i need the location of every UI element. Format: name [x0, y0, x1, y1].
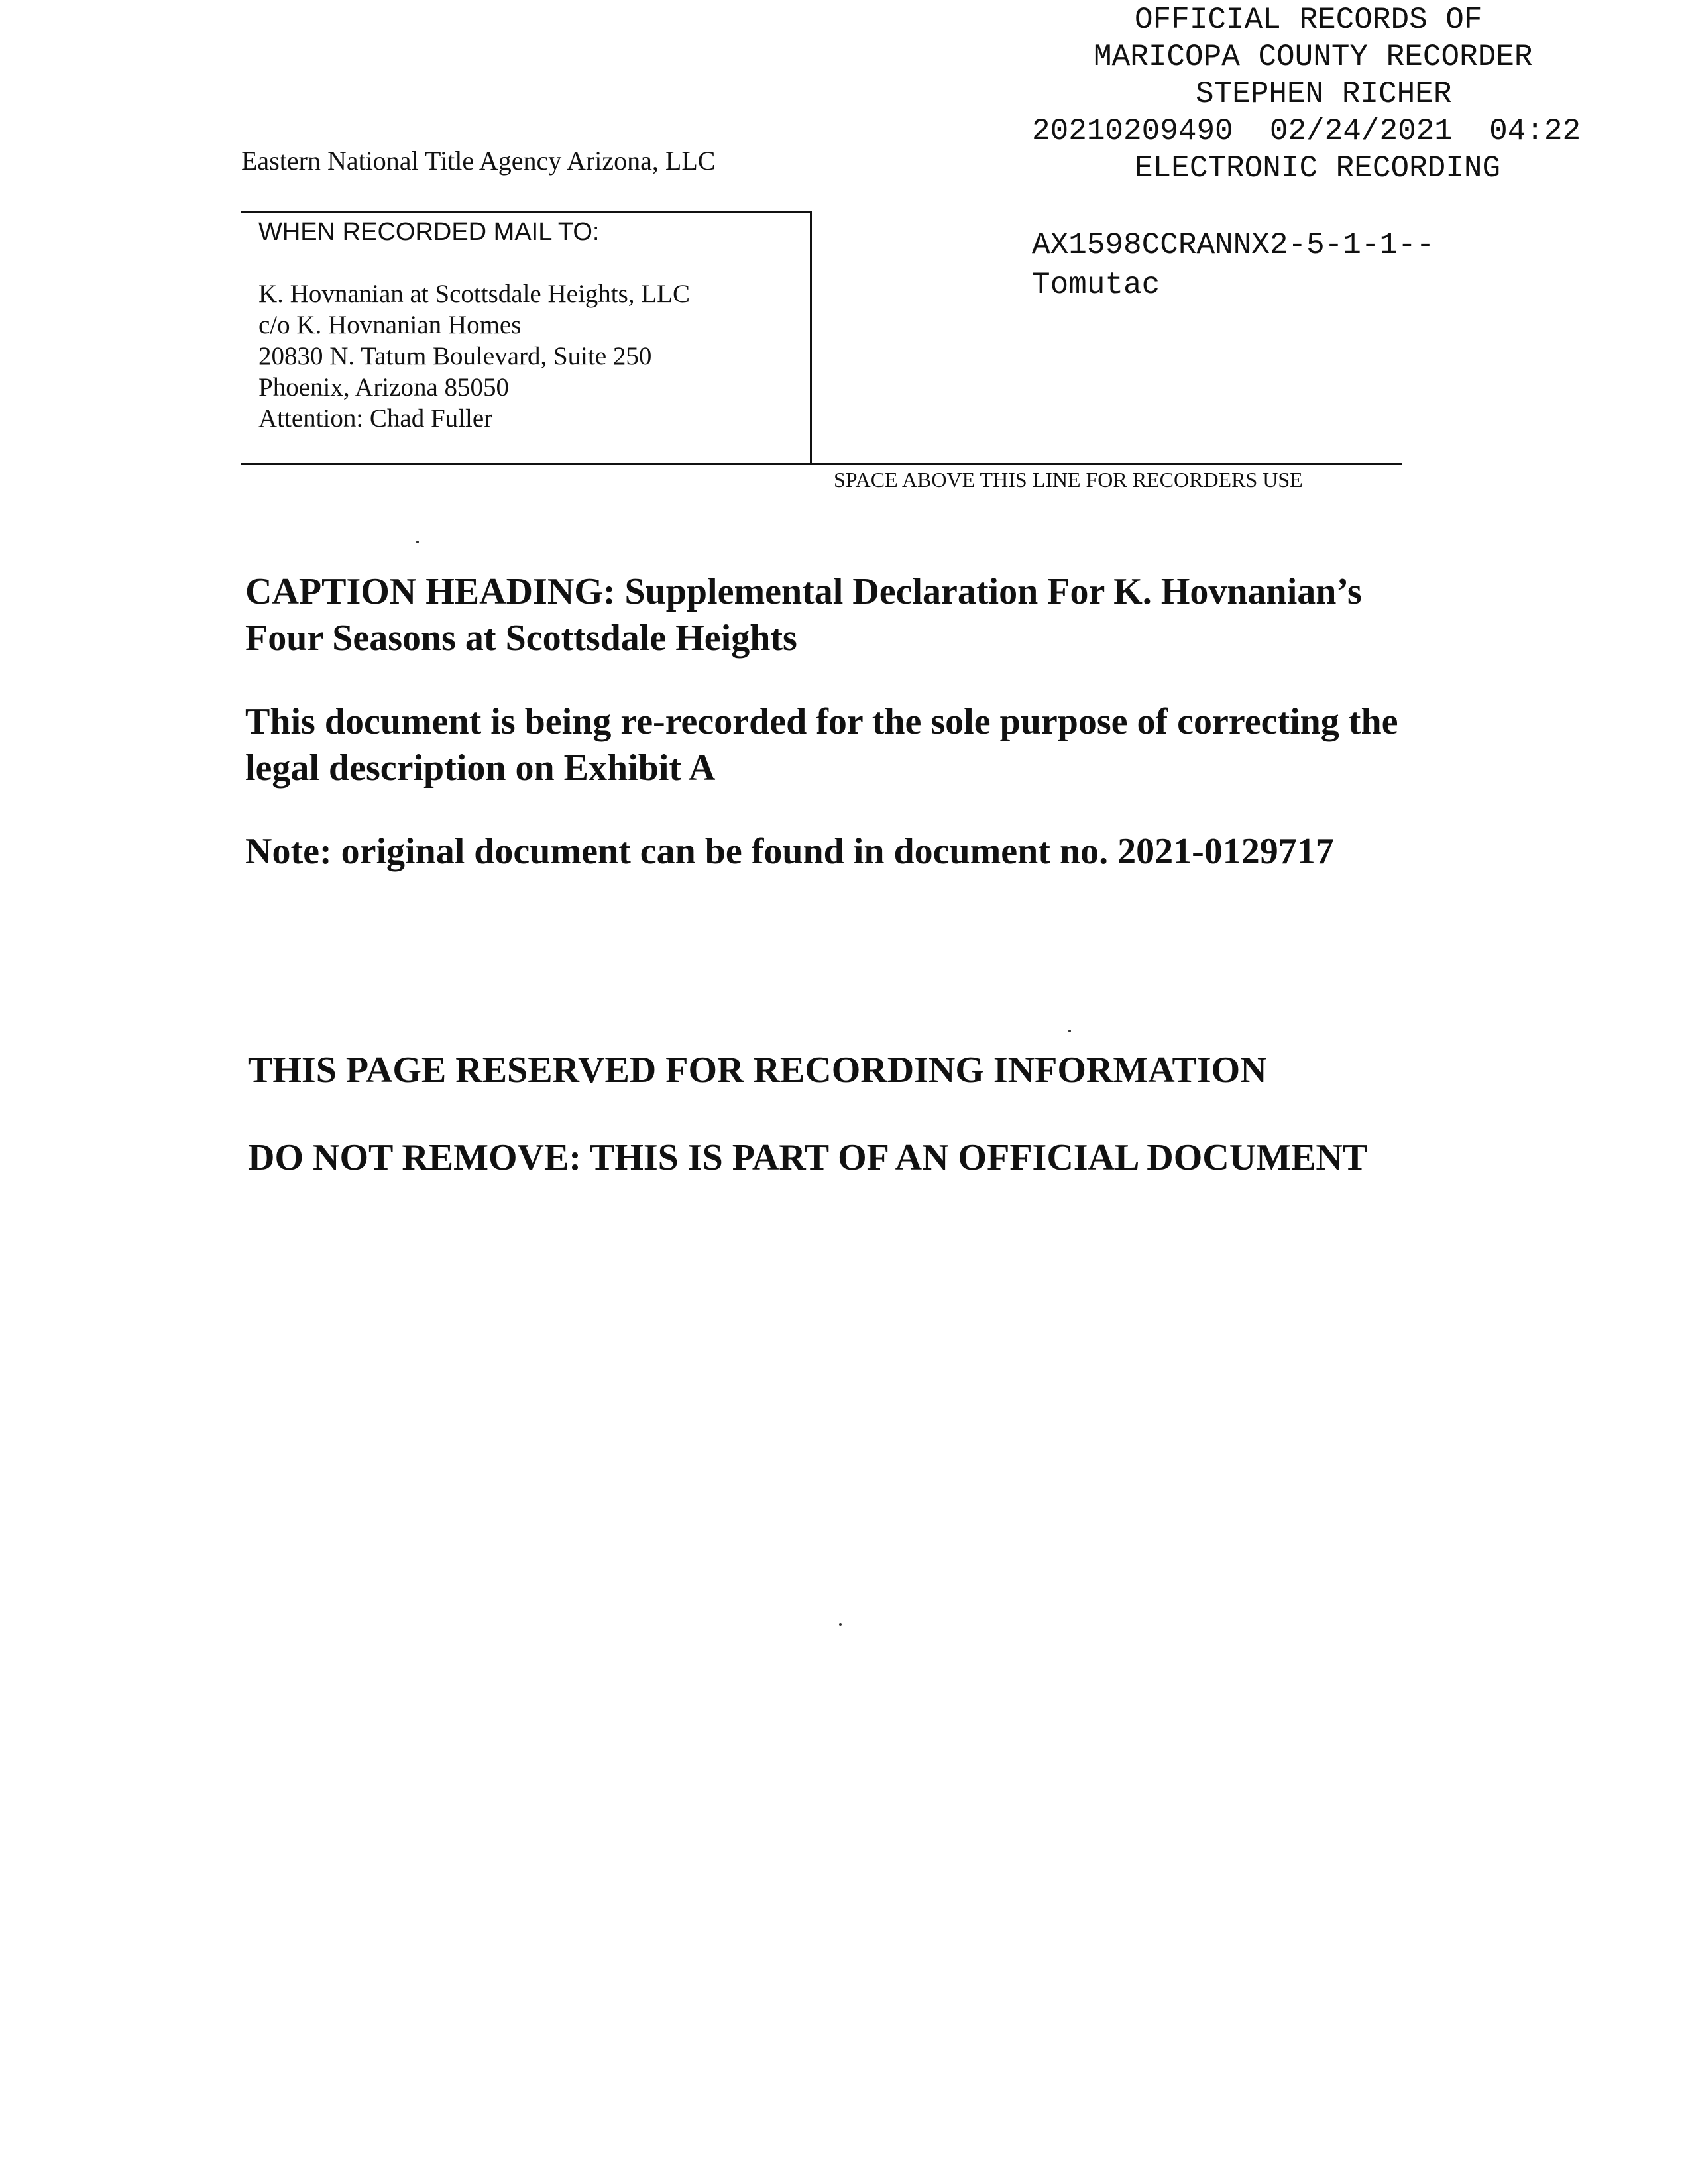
- recorder-use-divider: [241, 463, 1402, 465]
- original-document-note: Note: original document can be found in document no. 2021-0129717: [245, 831, 1334, 872]
- stamp-line-county-recorder: MARICOPA COUNTY RECORDER: [1094, 40, 1533, 74]
- mail-to-line: c/o K. Hovnanian Homes: [258, 311, 522, 339]
- document-code-line: Tomutac: [1032, 268, 1160, 302]
- mail-to-line: K. Hovnanian at Scottsdale Heights, LLC: [258, 280, 690, 308]
- caption-heading-line: Four Seasons at Scottsdale Heights: [245, 618, 797, 659]
- mail-to-line: Attention: Chad Fuller: [258, 404, 493, 433]
- mail-to-line: Phoenix, Arizona 85050: [258, 373, 510, 402]
- reserved-notice: THIS PAGE RESERVED FOR RECORDING INFORMATION: [248, 1050, 1267, 1091]
- preparer-name: Eastern National Title Agency Arizona, LLC: [241, 146, 716, 176]
- stamp-line-recording-number-date: 20210209490 02/24/2021 04:22: [1032, 114, 1581, 148]
- mail-to-address: [258, 278, 690, 434]
- document-code: [1032, 225, 1434, 305]
- stamp-line-electronic-recording: ELECTRONIC RECORDING: [1135, 151, 1501, 186]
- scan-speck: [416, 541, 419, 543]
- do-not-remove-notice: DO NOT REMOVE: THIS IS PART OF AN OFFICIAL DOCUMENT: [248, 1137, 1368, 1178]
- scan-speck: [1068, 1030, 1071, 1032]
- re-record-statement-line: legal description on Exhibit A: [245, 747, 716, 789]
- re-record-statement-line: This document is being re-recorded for the sole purpose of correcting the: [245, 701, 1398, 742]
- mail-to-line: 20830 N. Tatum Boulevard, Suite 250: [258, 342, 652, 370]
- scan-speck: [839, 1623, 842, 1626]
- re-record-statement: [245, 698, 1398, 791]
- caption-heading: [245, 569, 1362, 661]
- caption-heading-line: CAPTION HEADING: Supplemental Declaration For K. Hovnanian’s: [245, 571, 1362, 612]
- mail-to-heading: WHEN RECORDED MAIL TO:: [258, 218, 600, 246]
- recorder-use-label: SPACE ABOVE THIS LINE FOR RECORDERS USE: [834, 468, 1303, 492]
- stamp-line-official-records: OFFICIAL RECORDS OF: [1135, 3, 1483, 37]
- recorder-stamp: [1021, 0, 1677, 223]
- document-code-line: AX1598CCRANNX2-5-1-1--: [1032, 228, 1435, 262]
- stamp-line-recorder-name: STEPHEN RICHER: [1196, 77, 1452, 111]
